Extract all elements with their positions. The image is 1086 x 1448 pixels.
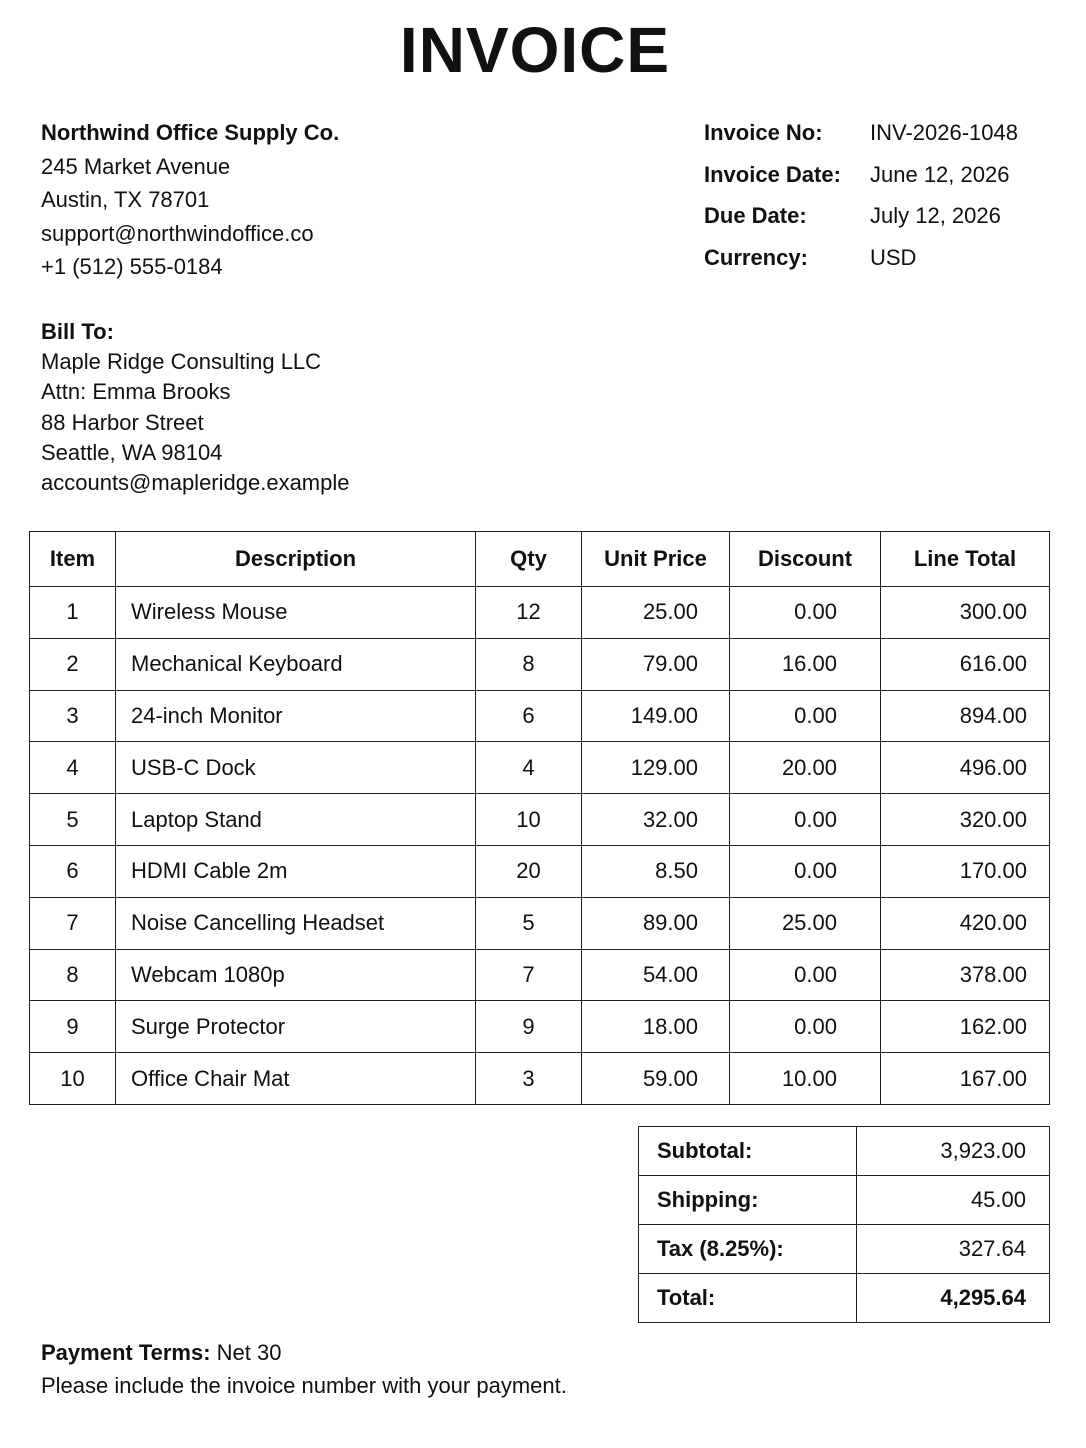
bill-to-attn: Attn: Emma Brooks — [41, 379, 231, 405]
table-row — [30, 742, 1050, 794]
item-qty: 20 — [476, 845, 582, 897]
table-row — [30, 949, 1050, 1001]
shipping-row — [639, 1176, 1050, 1225]
shipping-label: Shipping: — [639, 1176, 857, 1225]
item-qty: 3 — [476, 1053, 582, 1105]
item-unit-price: 149.00 — [582, 690, 730, 742]
seller-address-line2: Austin, TX 78701 — [41, 187, 210, 212]
invoice-meta — [704, 112, 1018, 279]
tax-label: Tax (8.25%): — [639, 1225, 857, 1274]
item-qty: 4 — [476, 742, 582, 794]
item-description: Mechanical Keyboard — [116, 638, 476, 690]
item-number: 9 — [30, 1001, 116, 1053]
item-description: Webcam 1080p — [116, 949, 476, 1001]
payment-terms-block — [41, 1336, 567, 1402]
item-line-total: 894.00 — [881, 690, 1050, 742]
item-discount: 10.00 — [730, 1053, 881, 1105]
item-description: Office Chair Mat — [116, 1053, 476, 1105]
item-unit-price: 18.00 — [582, 1001, 730, 1053]
item-qty: 6 — [476, 690, 582, 742]
table-row — [30, 690, 1050, 742]
totals-table — [638, 1126, 1050, 1323]
payment-terms-line — [41, 1336, 567, 1369]
item-description: Wireless Mouse — [116, 587, 476, 639]
item-qty: 10 — [476, 794, 582, 846]
item-unit-price: 59.00 — [582, 1053, 730, 1105]
item-line-total: 170.00 — [881, 845, 1050, 897]
table-row — [30, 1001, 1050, 1053]
item-unit-price: 25.00 — [582, 587, 730, 639]
item-qty: 5 — [476, 897, 582, 949]
item-description: Noise Cancelling Headset — [116, 897, 476, 949]
item-number: 4 — [30, 742, 116, 794]
item-number: 1 — [30, 587, 116, 639]
item-qty: 12 — [476, 587, 582, 639]
item-line-total: 320.00 — [881, 794, 1050, 846]
item-line-total: 420.00 — [881, 897, 1050, 949]
table-header-row — [30, 532, 1050, 587]
currency-label: Currency: — [704, 244, 808, 270]
currency-value: USD — [870, 244, 917, 270]
header-discount: Discount — [730, 532, 881, 587]
item-number: 3 — [30, 690, 116, 742]
due-date-value: July 12, 2026 — [870, 203, 1001, 229]
total-row — [639, 1274, 1050, 1323]
item-line-total: 616.00 — [881, 638, 1050, 690]
invoice-date-value: June 12, 2026 — [870, 161, 1010, 187]
item-discount: 20.00 — [730, 742, 881, 794]
table-row — [30, 794, 1050, 846]
item-line-total: 300.00 — [881, 587, 1050, 639]
bill-to-email: accounts@mapleridge.example — [41, 470, 350, 496]
item-line-total: 496.00 — [881, 742, 1050, 794]
item-discount: 0.00 — [730, 845, 881, 897]
item-discount: 0.00 — [730, 690, 881, 742]
invoice-title: INVOICE — [399, 14, 671, 86]
item-discount: 0.00 — [730, 794, 881, 846]
header-qty: Qty — [476, 532, 582, 587]
due-date-label: Due Date: — [704, 203, 807, 229]
total-label: Total: — [639, 1274, 857, 1323]
item-discount: 16.00 — [730, 638, 881, 690]
item-number: 6 — [30, 845, 116, 897]
item-line-total: 378.00 — [881, 949, 1050, 1001]
item-discount: 0.00 — [730, 587, 881, 639]
item-discount: 25.00 — [730, 897, 881, 949]
header-description: Description — [116, 532, 476, 587]
item-unit-price: 32.00 — [582, 794, 730, 846]
header-line-total: Line Total — [881, 532, 1050, 587]
item-unit-price: 129.00 — [582, 742, 730, 794]
item-line-total: 162.00 — [881, 1001, 1050, 1053]
item-description: USB-C Dock — [116, 742, 476, 794]
item-unit-price: 79.00 — [582, 638, 730, 690]
header-item: Item — [30, 532, 116, 587]
item-discount: 0.00 — [730, 1001, 881, 1053]
meta-invoice-no — [704, 112, 1018, 154]
item-discount: 0.00 — [730, 949, 881, 1001]
item-description: 24-inch Monitor — [116, 690, 476, 742]
item-number: 5 — [30, 794, 116, 846]
seller-block — [41, 116, 339, 284]
meta-currency — [704, 237, 1018, 279]
tax-value: 327.64 — [857, 1225, 1050, 1274]
seller-phone: +1 (512) 555-0184 — [41, 254, 223, 279]
table-row — [30, 897, 1050, 949]
item-description: Surge Protector — [116, 1001, 476, 1053]
item-qty: 9 — [476, 1001, 582, 1053]
seller-address-line1: 245 Market Avenue — [41, 153, 231, 179]
invoice-no-label: Invoice No: — [704, 119, 823, 145]
table-row — [30, 1053, 1050, 1105]
table-row — [30, 587, 1050, 639]
subtotal-label: Subtotal: — [639, 1127, 857, 1176]
bill-to-address-line1: 88 Harbor Street — [41, 409, 204, 435]
shipping-value: 45.00 — [857, 1176, 1050, 1225]
subtotal-row — [639, 1127, 1050, 1176]
subtotal-value: 3,923.00 — [857, 1127, 1050, 1176]
payment-terms-value: Net 30 — [210, 1340, 282, 1365]
item-number: 7 — [30, 897, 116, 949]
invoice-date-label: Invoice Date: — [704, 161, 841, 187]
seller-email: support@northwindoffice.co — [41, 220, 314, 246]
bill-to-heading: Bill To: — [41, 319, 114, 344]
bill-to-block — [41, 317, 350, 498]
bill-to-address-line2: Seattle, WA 98104 — [41, 439, 223, 465]
bill-to-company: Maple Ridge Consulting LLC — [41, 349, 322, 375]
item-unit-price: 89.00 — [582, 897, 730, 949]
item-unit-price: 54.00 — [582, 949, 730, 1001]
item-line-total: 167.00 — [881, 1053, 1050, 1105]
item-description: HDMI Cable 2m — [116, 845, 476, 897]
line-items-body — [30, 587, 1050, 1105]
table-row — [30, 638, 1050, 690]
item-unit-price: 8.50 — [582, 845, 730, 897]
header-unit-price: Unit Price — [582, 532, 730, 587]
item-qty: 7 — [476, 949, 582, 1001]
tax-row — [639, 1225, 1050, 1274]
item-number: 2 — [30, 638, 116, 690]
item-number: 8 — [30, 949, 116, 1001]
total-value: 4,295.64 — [857, 1274, 1050, 1323]
item-qty: 8 — [476, 638, 582, 690]
item-description: Laptop Stand — [116, 794, 476, 846]
item-number: 10 — [30, 1053, 116, 1105]
payment-note: Please include the invoice number with your payment. — [41, 1373, 567, 1398]
seller-name: Northwind Office Supply Co. — [41, 120, 340, 145]
meta-invoice-date — [704, 154, 1018, 196]
line-items-table — [29, 531, 1050, 1105]
table-row — [30, 845, 1050, 897]
payment-terms-label: Payment Terms: — [41, 1340, 211, 1365]
invoice-no-value: INV-2026-1048 — [870, 119, 1018, 145]
meta-due-date — [704, 195, 1018, 237]
